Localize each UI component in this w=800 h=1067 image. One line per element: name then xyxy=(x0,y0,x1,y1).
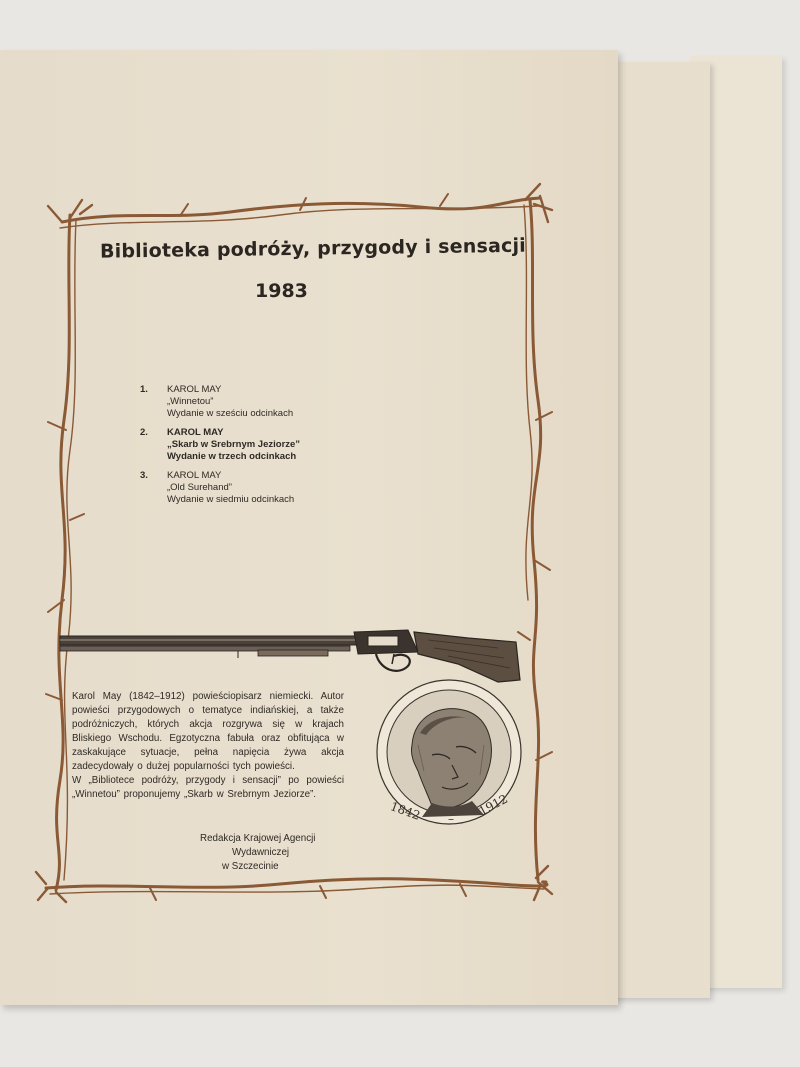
page-title: Biblioteka podróży, przygody i sensacji xyxy=(99,234,527,263)
list-item-work: „Winnetou” xyxy=(167,396,214,407)
list-item-author: KAROL MAY xyxy=(167,427,224,438)
medal-death-year: 1912 xyxy=(476,791,511,819)
list-item-edition: Wydanie w siedmiu odcinkach xyxy=(167,494,295,505)
medal-years xyxy=(384,786,534,826)
list-item xyxy=(140,470,380,506)
list-item-edition: Wydanie w sześciu odcinkach xyxy=(167,408,294,419)
publisher-signature xyxy=(200,832,360,874)
list-item-number: 2. xyxy=(140,427,148,438)
author-bio xyxy=(72,690,344,802)
list-item-number: 3. xyxy=(140,470,148,481)
publication-year: 1983 xyxy=(255,280,308,302)
list-item-author: KAROL MAY xyxy=(167,470,222,481)
signature-line: Redakcja Krajowej Agencji xyxy=(200,833,316,844)
list-item-edition: Wydanie w trzech odcinkach xyxy=(167,451,297,462)
bio-paragraph: W „Bibliotece podróży, przygody i sensacji” po powieści „Winnetou” proponujemy „Skarb w Srebrnym Jeziorze”. xyxy=(72,775,344,800)
signature-line: w Szczecinie xyxy=(222,861,279,872)
list-item-work: „Skarb w Srebrnym Jeziorze” xyxy=(167,439,301,450)
list-item xyxy=(140,427,380,463)
list-item xyxy=(140,384,380,420)
list-item-number: 1. xyxy=(140,384,148,395)
list-item-author: KAROL MAY xyxy=(167,384,222,395)
list-item-work: „Old Surehand” xyxy=(167,482,232,493)
book-list xyxy=(140,384,380,513)
signature-line: Wydawniczej xyxy=(232,847,290,858)
medal-dash: – xyxy=(448,812,454,826)
bio-paragraph: Karol May (1842–1912) powieściopisarz niemiecki. Autor powieści przygodowych o tematyce indiańskiej, a także podróżniczych, których akcja rozgrywa się w krajach Bliskiego Wschodu. Egzotyczna fabuła oraz obfitująca w zaskakujące sytuacje, pełna napięcia żywa akcja zadecydowały o dużej popularności tych powieści. xyxy=(72,691,344,772)
medal-birth-year: 1842 xyxy=(388,799,423,823)
